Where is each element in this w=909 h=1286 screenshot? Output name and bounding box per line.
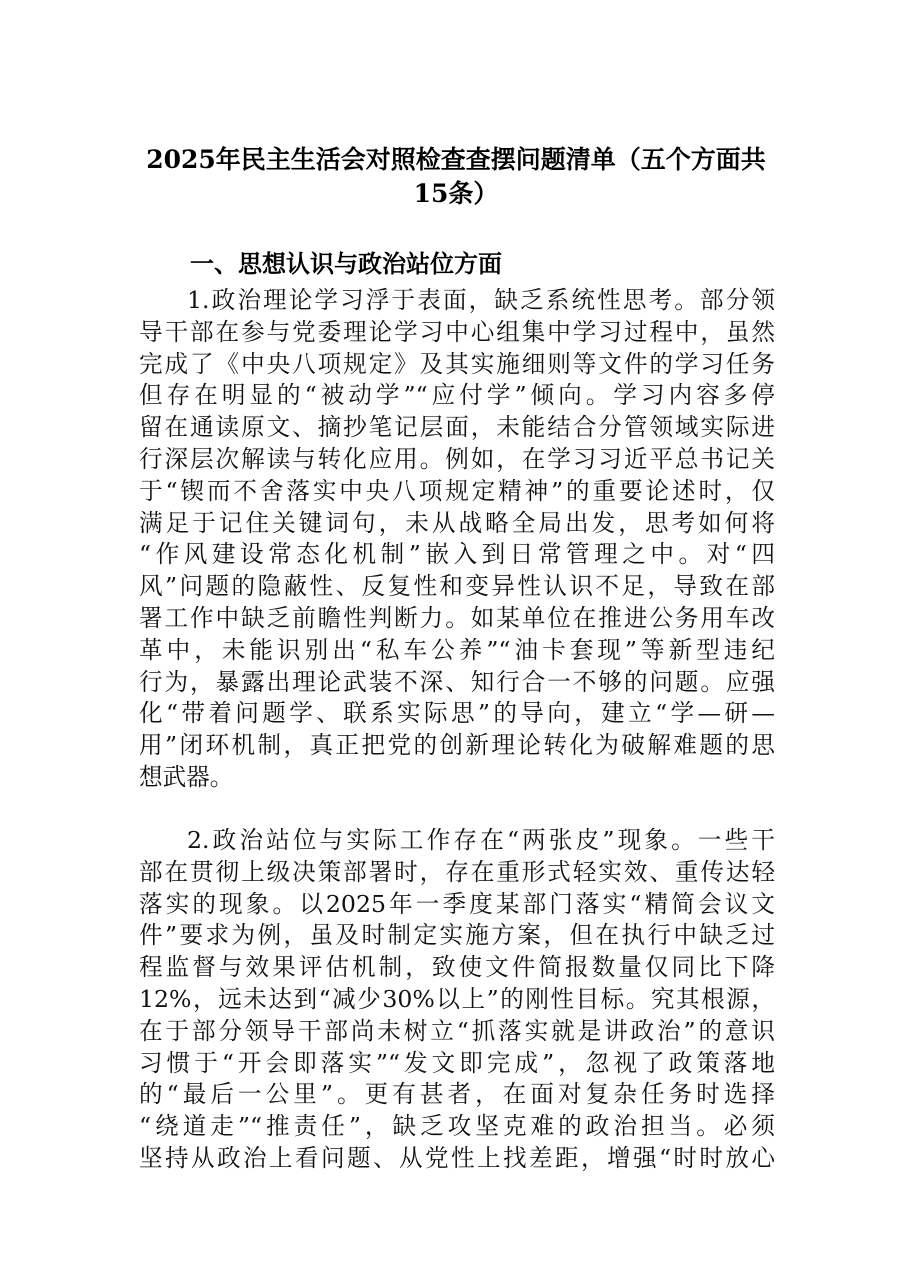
paragraph-line: “绕道走”“推责任”，缺乏攻坚克难的政治担当。必须	[139, 1112, 775, 1141]
paragraph-line: 在于部分领导干部尚未树立“抓落实就是讲政治”的意识	[139, 1016, 775, 1045]
paragraph-line: 行深层次解读与转化应用。例如，在学习习近平总书记关	[139, 444, 775, 473]
paragraph-line: 程监督与效果评估机制，致使文件简报数量仅同比下降	[139, 953, 775, 982]
paragraph-line: 1.政治理论学习浮于表面，缺乏系统性思考。部分领	[187, 286, 775, 314]
paragraph-line: 满足于记住关键词句，未从战略全局出发，思考如何将	[139, 508, 775, 537]
paragraph-line: 部在贯彻上级决策部署时，存在重形式轻实效、重传达轻	[139, 857, 775, 886]
paragraph-line: “作风建设常态化机制”嵌入到日常管理之中。对“四	[139, 540, 775, 569]
paragraph-line: 署工作中缺乏前瞻性判断力。如某单位在推进公务用车改	[139, 603, 775, 632]
paragraph-line: 用”闭环机制，真正把党的创新理论转化为破解难题的思	[139, 731, 775, 760]
paragraph-line: 习惯于“开会即落实”“发文即完成”，忽视了政策落地	[139, 1048, 775, 1077]
paragraph-line: 但存在明显的“被动学”“应付学”倾向。学习内容多停	[139, 381, 775, 410]
item-1-paragraph	[139, 285, 775, 794]
paragraph-line: 行为，暴露出理论武装不深、知行合一不够的问题。应强	[139, 667, 775, 696]
paragraph-line: 于“锲而不舍落实中央八项规定精神”的重要论述时，仅	[139, 476, 775, 505]
paragraph-line: 2.政治站位与实际工作存在“两张皮”现象。一些干	[187, 826, 775, 854]
paragraph-line: 留在通读原文、摘抄笔记层面，未能结合分管领域实际进	[139, 413, 775, 442]
paragraph-line: 革中，未能识别出“私车公养”“油卡套现”等新型违纪	[139, 635, 775, 664]
paragraph-line: 件”要求为例，虽及时制定实施方案，但在执行中缺乏过	[139, 921, 775, 950]
paragraph-line: 坚持从政治上看问题、从党性上找差距，增强“时时放心	[139, 1143, 775, 1172]
section-heading: 一、思想认识与政治站位方面	[190, 250, 502, 278]
item-2-paragraph	[139, 825, 775, 1175]
paragraph-line: 12%，远未达到“减少30%以上”的刚性目标。究其根源，	[139, 984, 775, 1013]
document-title: 2025年民主生活会对照检查查摆问题清单（五个方面共15条）	[146, 145, 766, 208]
paragraph-line: 风”问题的隐蔽性、反复性和变异性认识不足，导致在部	[139, 572, 775, 601]
paragraph-line: 想武器。	[139, 762, 234, 791]
paragraph-line: 化“带着问题学、联系实际思”的导向，建立“学—研—	[139, 699, 775, 728]
paragraph-line: 的“最后一公里”。更有甚者，在面对复杂任务时选择	[139, 1080, 775, 1109]
paragraph-line: 落实的现象。以2025年一季度某部门落实“精简会议文	[139, 889, 775, 918]
paragraph-line: 完成了《中央八项规定》及其实施细则等文件的学习任务	[139, 349, 775, 378]
paragraph-line: 导干部在参与党委理论学习中心组集中学习过程中，虽然	[139, 317, 775, 346]
